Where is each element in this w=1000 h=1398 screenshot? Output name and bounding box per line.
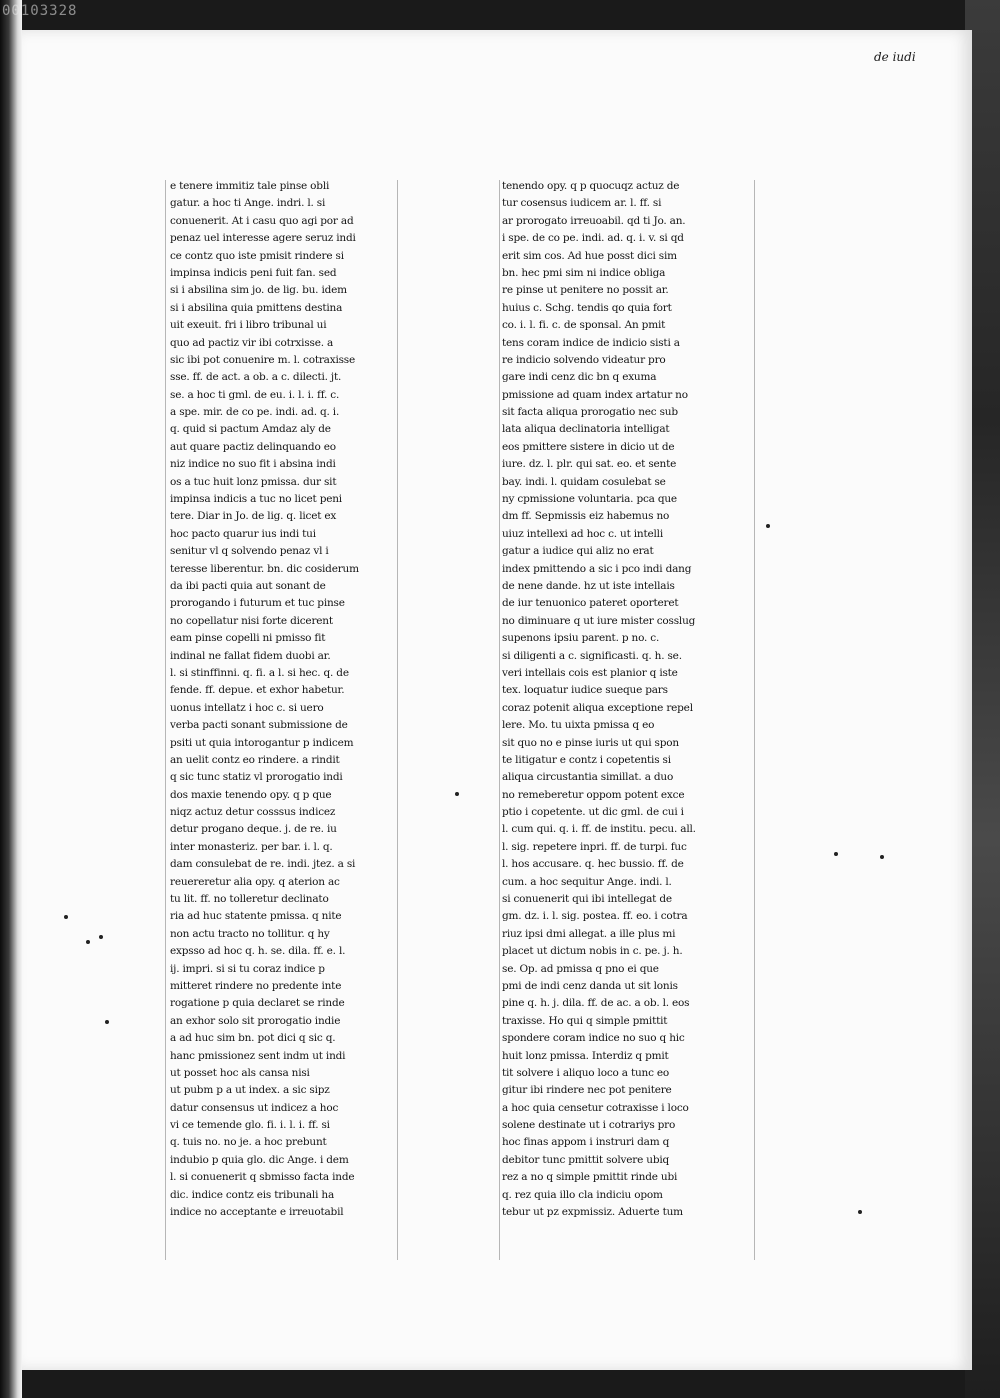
manuscript-page [22,30,972,1370]
manuscript-line: uiuz intellexi ad hoc c. ut intelli [502,527,663,540]
film-edge-left [0,0,22,1398]
manuscript-line: penaz uel interesse agere seruz indi [170,232,356,245]
manuscript-line: quo ad pactiz vir ibi cotrxisse. a [170,336,334,349]
speck-mark [766,524,770,528]
manuscript-line: supenons ipsiu parent. p no. c. [502,632,660,645]
manuscript-line: se. Op. ad pmissa q pno ei que [502,962,659,975]
manuscript-line: sse. ff. de act. a ob. a c. dilecti. jt. [170,371,342,384]
manuscript-line: si diligenti a c. significasti. q. h. se. [502,649,682,662]
manuscript-line: l. sig. repetere inpri. ff. de turpi. fuc [502,840,687,853]
manuscript-line: tebur ut pz expmissiz. Aduerte tum [502,1206,683,1219]
manuscript-line: se. a hoc ti gml. de eu. i. l. i. ff. c. [170,388,340,401]
manuscript-line: tur cosensus iudicem ar. l. ff. si [502,197,662,210]
manuscript-line: vi ce temende glo. fi. i. l. i. ff. si [170,1119,330,1132]
speck-mark [858,1210,862,1214]
manuscript-line: co. i. l. fi. c. de sponsal. An pmit [502,319,666,332]
manuscript-line: huius c. Schg. tendis qo quia fort [502,301,672,314]
manuscript-line: lata aliqua declinatoria intelligat [502,423,670,436]
manuscript-line: e tenere immitiz tale pinse obli [170,180,330,192]
manuscript-line: mitteret rindere no predente inte [170,979,342,992]
manuscript-line: a hoc quia censetur cotraxisse i loco [502,1101,689,1114]
manuscript-line: tens coram indice de indicio sisti a [502,336,680,349]
manuscript-line: pmi de indi cenz danda ut sit lonis [502,979,678,992]
manuscript-line: niqz actuz detur cosssus indicez [170,806,336,819]
manuscript-line: ij. impri. si si tu coraz indice p [170,962,325,975]
manuscript-line: pmissione ad quam index artatur no [502,388,688,401]
manuscript-line: an exhor solo sit prorogatio indie [170,1014,341,1027]
manuscript-line: iure. dz. l. plr. qui sat. eo. et sente [502,458,677,471]
manuscript-line: de nene dande. hz ut iste intellais [502,579,675,592]
speck-mark [86,940,90,944]
manuscript-line: huit lonz pmissa. Interdiz q pmit [502,1049,669,1062]
manuscript-line: te litigatur e contz i copetentis si [502,753,671,766]
manuscript-line: lere. Mo. tu uixta pmissa q eo [502,719,655,732]
manuscript-line: placet ut dictum nobis in c. pe. j. h. [502,945,683,958]
manuscript-line: teresse liberentur. bn. dic cosiderum [170,562,359,575]
manuscript-line: re indicio solvendo videatur pro [502,353,666,366]
manuscript-line: tu lit. ff. no tolleretur declinato [170,893,329,906]
manuscript-line: conuenerit. At i casu quo agi por ad [170,214,354,227]
manuscript-line: no remeberetur oppom potent exce [502,788,685,801]
manuscript-line: dm ff. Sepmissis eiz habemus no [502,510,670,523]
manuscript-line: prorogando i futurum et tuc pinse [170,597,345,610]
manuscript-line: i spe. de co pe. indi. ad. q. i. v. si qd [502,232,684,245]
manuscript-line: riuz ipsi dmi allegat. a ille plus mi [502,927,676,940]
manuscript-line: gatur a iudice qui aliz no erat [502,545,654,558]
manuscript-line: gm. dz. i. l. sig. postea. ff. eo. i cotra [502,910,688,923]
manuscript-line: gare indi cenz dic bn q exuma [502,371,657,384]
manuscript-line: no diminuare q ut iure mister cosslug [502,614,696,627]
manuscript-line: hoc finas appom i instruri dam q [502,1136,670,1149]
manuscript-line: impinsa indicis peni fuit fan. sed [170,266,337,279]
ruling-line-left-outer [165,180,166,1260]
manuscript-line: ce contz quo iste pmisit rindere si [170,249,344,262]
manuscript-line: l. hos accusare. q. hec bussio. ff. de [502,858,684,871]
manuscript-line: dos maxie tenendo opy. q p que [170,788,332,801]
manuscript-line: non actu tracto no tollitur. q hy [170,927,330,940]
manuscript-line: tit solvere i aliquo loco a tunc eo [502,1066,670,1079]
manuscript-line: l. si conuenerit q sbmisso facta inde [170,1171,355,1184]
manuscript-line: a spe. mir. de co pe. indi. ad. q. i. [170,406,340,419]
manuscript-line: veri intellais cois est planior q iste [502,666,678,679]
film-frame-number: 00103328 [2,3,78,19]
manuscript-line: inter monasteriz. per bar. i. l. q. [170,840,333,853]
manuscript-line: ut pubm p a ut index. a sic sipz [170,1084,330,1097]
manuscript-line: solene destinate ut i cotrariys pro [502,1119,676,1132]
manuscript-line: bn. hec pmi sim ni indice obliga [502,266,666,279]
manuscript-line: index pmittendo a sic i pco indi dang [502,562,692,575]
folio-running-title: de iudi [874,50,916,64]
manuscript-line: coraz potenit aliqua exceptione repel [502,701,693,714]
manuscript-line: q. quid si pactum Amdaz aly de [170,423,331,436]
speck-mark [64,915,68,919]
manuscript-line: indice no acceptante e irreuotabil [170,1206,344,1219]
speck-mark [880,855,884,859]
manuscript-line: datur consensus ut indicez a hoc [170,1101,339,1114]
manuscript-line: sit facta aliqua prorogatio nec sub [502,406,678,419]
manuscript-line: impinsa indicis a tuc no licet peni [170,493,342,506]
manuscript-line: si i absilina quia pmittens destina [170,301,343,314]
speck-mark [834,852,838,856]
manuscript-line: pine q. h. j. dila. ff. de ac. a ob. l. eos [502,997,690,1010]
manuscript-line: ptio i copetente. ut dic gml. de cui i [502,806,684,819]
manuscript-line: l. si stinffinni. q. fi. a l. si hec. q. de [170,666,349,679]
manuscript-line: hoc pacto quarur ius indi tui [170,527,316,540]
manuscript-line: gatur. a hoc ti Ange. indri. l. si [170,197,326,210]
manuscript-line: rez a no q simple pmittit rinde ubi [502,1171,678,1184]
manuscript-line: fende. ff. depue. et exhor habetur. [170,684,345,697]
manuscript-line: debitor tunc pmittit solvere ubiq [502,1153,670,1166]
manuscript-line: psiti ut quia intorogantur p indicem [170,736,354,749]
manuscript-line: niz indice no suo fit i absina indi [170,458,336,471]
manuscript-line: q sic tunc statiz vl prorogatio indi [170,771,343,784]
manuscript-line: q. rez quia illo cla indiciu opom [502,1188,663,1201]
manuscript-line: dam consulebat de re. indi. jtez. a si [170,858,356,871]
manuscript-line: cum. a hoc sequitur Ange. indi. l. [502,875,672,888]
manuscript-line: eos pmittere sistere in dicio ut de [502,440,675,453]
manuscript-line: q. tuis no. no je. a hoc prebunt [170,1136,327,1149]
manuscript-line: re pinse ut penitere no possit ar. [502,284,669,297]
manuscript-line: spondere coram indice no suo q hic [502,1032,685,1045]
manuscript-line: reuereretur alia opy. q aterion ac [170,875,340,888]
text-column-left [170,178,410,1221]
manuscript-line: erit sim cos. Ad hue posst dici sim [502,249,677,262]
speck-mark [105,1020,109,1024]
manuscript-line: tex. loquatur iudice sueque pars [502,684,668,697]
manuscript-line: indubio p quia glo. dic Ange. i dem [170,1153,349,1166]
speck-mark [455,792,459,796]
manuscript-line: rogatione p quia declaret se rinde [170,997,345,1010]
manuscript-line: si i absilina sim jo. de lig. bu. idem [170,284,347,297]
manuscript-line: si conuenerit qui ibi intellegat de [502,893,672,906]
manuscript-line: senitur vl q solvendo penaz vl i [170,545,329,558]
manuscript-line: eam pinse copelli ni pmisso fit [170,632,326,645]
manuscript-line: da ibi pacti quia aut sonant de [170,579,326,592]
manuscript-line: hanc pmissionez sent indm ut indi [170,1049,346,1062]
manuscript-line: indinal ne fallat fidem duobi ar. [170,649,331,662]
manuscript-line: verba pacti sonant submissione de [170,719,348,732]
manuscript-line: ria ad huc statente pmissa. q nite [170,910,342,923]
manuscript-line: tere. Diar in Jo. de lig. q. licet ex [170,510,337,523]
manuscript-line: no copellatur nisi forte dicerent [170,614,333,627]
manuscript-line: detur progano deque. j. de re. iu [170,823,337,836]
text-column-right [502,178,762,1221]
manuscript-line: bay. indi. l. quidam cosulebat se [502,475,666,488]
ruling-line-right-outer [499,180,500,1260]
manuscript-line: a ad huc sim bn. pot dici q sic q. [170,1032,336,1045]
manuscript-line: ut posset hoc als cansa nisi [170,1066,310,1079]
manuscript-line: sit quo no e pinse iuris ut qui spon [502,736,679,749]
manuscript-line: an uelit contz eo rindere. a rindit [170,753,340,766]
manuscript-line: uit exeuit. fri i libro tribunal ui [170,319,327,332]
manuscript-line: uonus intellatz i hoc c. si uero [170,701,324,714]
manuscript-line: expsso ad hoc q. h. se. dila. ff. e. l. [170,945,346,958]
manuscript-line: gitur ibi rindere nec pot penitere [502,1084,672,1097]
manuscript-line: aliqua circustantia simillat. a duo [502,771,674,784]
manuscript-line: sic ibi pot conuenire m. l. cotraxisse [170,353,356,366]
manuscript-line: tenendo opy. q p quocuqz actuz de [502,180,680,192]
speck-mark [99,935,103,939]
manuscript-line: l. cum qui. q. i. ff. de institu. pecu. all. [502,823,696,836]
manuscript-line: ny cpmissione voluntaria. pca que [502,493,677,506]
manuscript-line: dic. indice contz eis tribunali ha [170,1188,334,1201]
manuscript-line: aut quare pactiz delinquando eo [170,440,336,453]
manuscript-line: traxisse. Ho qui q simple pmittit [502,1014,668,1027]
manuscript-line: os a tuc huit lonz pmissa. dur sit [170,475,337,488]
manuscript-line: de iur tenuonico pateret oporteret [502,597,679,610]
manuscript-line: ar prorogato irreuoabil. qd ti Jo. an. [502,214,686,227]
